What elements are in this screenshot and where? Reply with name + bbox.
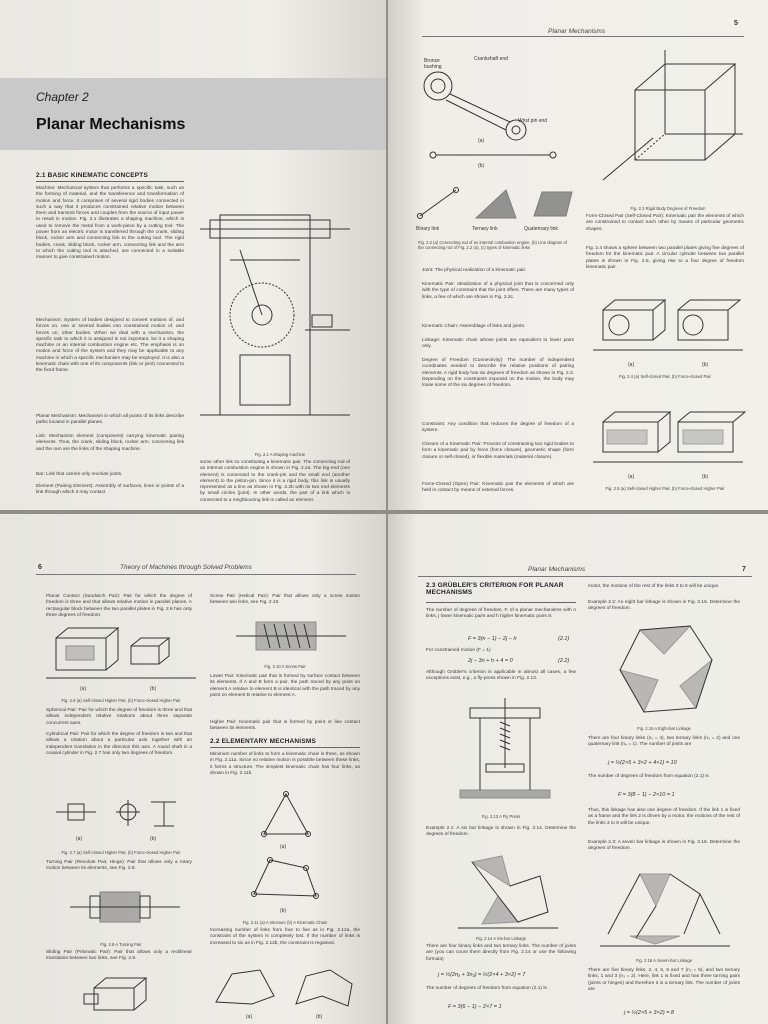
para-increasing: Increasing number of links from four to five as in Fig. 2.12a, the constraint of the system is completely lost. If the number of links is increased to six as in Fig. 2.12b, the constraint is regained. — [210, 928, 360, 946]
label-fig-2-6-b: (b) — [150, 686, 157, 692]
chapter-title: Planar Mechanisms — [36, 116, 186, 133]
label-quaternary-link: Quaternary link — [524, 226, 558, 232]
running-head: Planar Mechanisms — [528, 566, 586, 573]
five-six-link-figure — [212, 966, 362, 1010]
equation-2-2-number: (2.2) — [558, 658, 570, 664]
para-linkage: Linkage: Kinematic chain whose joints are equivalent to lower pairs only. — [422, 338, 574, 350]
section-heading-2-1: 2.1 BASIC KINEMATIC CONCEPTS — [36, 172, 149, 179]
equation-joints-2-2: j = ½(2×5 + 3×2 + 4×1) = 10 — [608, 760, 677, 766]
para-planar-mechanism: Planar Mechanism: Mechanism in which all points of its links describe paths located in parallel planes. — [36, 414, 184, 426]
fly-press-figure — [460, 698, 550, 808]
equation-joints-2-3: j = ½(2×5 + 3×2) = 8 — [624, 1010, 674, 1016]
kinematic-chain-figure — [250, 854, 320, 904]
page-number: 6 — [38, 564, 42, 571]
para-form-closed: Form-Closed Pair (Self-Closed Pair): Kinematic pair the elements of which are constrained to contact each other by means of particular geometric shapes. — [586, 214, 744, 232]
rigid-body-dof-figure — [593, 50, 743, 210]
para-higher: Higher Pair: Kinematic pair that is formed by point or line contact between its elements. — [210, 720, 360, 732]
para-kinematic-chain: Kinematic Chain: Assemblage of links and joints. — [422, 324, 526, 329]
para-constrained: For constrained motion (F = 1) — [426, 648, 491, 653]
para-example-2-1: Example 2.1: A six bar linkage is shown in Fig. 2.14. Determine the degrees of freedom. — [426, 826, 576, 838]
fig-2-11-caption: Fig. 2.11 (a) A structure (b) A Kinematic Chain — [242, 920, 328, 925]
page-number: 5 — [734, 20, 738, 27]
equation-joints-2-1: j = ½(2n₂ + 3n₃) = ½(2×4 + 3×2) = 7 — [438, 972, 526, 978]
self-closed-pair-figure — [593, 290, 743, 360]
para-cylindrical: Cylindrical Pair: Pair for which the degree of freedom is two and that allows a rotation about a particular axis together with an independent translation in the direction this axis. A round shaft in a coaxial cylinder in Fig. 2.7 has only two degrees of freedom. — [46, 732, 192, 756]
page-left-bottom — [0, 514, 386, 1024]
para-grubler: The number of degrees of freedom, F, of a planar mechanisms with n links, j lower kinematic pairs and h higher kinematic pairs is — [426, 608, 576, 620]
label-fig-2-6-a: (a) — [80, 686, 87, 692]
header-rule — [422, 36, 744, 37]
shaping-machine-figure — [200, 195, 360, 445]
para-solution-2-1b: The number of degrees of freedom from equation (2.1) is — [426, 986, 547, 991]
label-fig-2-7-b: (b) — [150, 836, 157, 842]
running-head: Theory of Machines through Solved Problems — [120, 564, 252, 571]
label-fig-2-11-b: (b) — [280, 908, 287, 914]
sliding-pair-figure — [84, 976, 164, 1016]
section-rule — [210, 747, 360, 748]
section-rule — [36, 181, 184, 182]
label-ternary-link: Ternary link — [472, 226, 498, 232]
header-rule — [418, 576, 752, 577]
label-fig-2-7-a: (a) — [76, 836, 83, 842]
para-turning: Turning Pair (Revolute Pair, Hinge): Pair that allows only a rotary motion between its elements, see Fig. 2.8. — [46, 860, 192, 872]
label-fig-a: (a) — [478, 138, 485, 144]
para-constraint: Constraint: Any condition that reduces the degree of freedom of a system. — [422, 422, 574, 434]
page-left-top — [0, 0, 386, 510]
para-elementary: Minimum number of links to form a kinematic chain is three, as shown in Fig. 2.11a. Since no relative motion is possible between these links, it forms a structure. The simplest kinematic chain has four links, as shown in Fig. 2.11b. — [210, 752, 360, 776]
para-degree-of-freedom: Degree of Freedom (Connectivity): The number of independent coordinates needed to describe the relative positions of pairing elements. A rigid body has six degrees of freedom as shown in Fig. 2.3. Depending on the constraints imposed on the motion, the body may loose some of the six degrees of freedom. — [422, 358, 574, 389]
fig-2-14-caption: Fig. 2.14 A Six-bar Linkage — [475, 936, 527, 941]
section-rule — [426, 602, 576, 603]
para-solution-2-2c: Thus, this linkage has also one degree of freedom. If the link 1 is fixed as a frame and the link 2 is driven by a motor, the motions of the rest of the links 3 to 8 will be unique. — [588, 808, 740, 826]
cylindrical-pair-figure — [46, 792, 196, 832]
header-rule — [36, 574, 356, 575]
fig-2-1-caption: Fig. 2.1 A shaping machine — [254, 452, 306, 457]
para-closure: Closure of a Kinematic Pair: Process of constraining two rigid bodies to form a kinematic pair by force (force closure), geometric shape (form closure or self-closed), or flexible materials (material closure). — [422, 442, 574, 460]
para-example-2-3: Example 2.3: A seven bar linkage is shown in Fig. 2.16. Determine the degrees of freedom. — [588, 840, 740, 852]
para-element-continued: some other link so constituting a kinematic pair. The connecting rod of an internal combustion engine is shown in Fig. 2.2a. The big-end (one element) is connected to the crank-pin and the small end (another element) to the piston-pin. Since it is a rigid body, this link is usually represented as a line as shown in Fig. 2.2b with its two end elements by small circles (joint). In other words, the part of a link which is connected to a neighbouring link is called an element. — [200, 460, 350, 503]
fig-2-15-caption: Fig. 2.15 A Eight-bar Linkage — [637, 726, 691, 731]
para-element: Element (Pairing Element): Assembly of surfaces, lines or points of a link through which it may contact — [36, 484, 184, 496]
para-link: Link: Mechanism element (component) carrying kinematic pairing elements. Thus, the crank, sliding block, rocker arm, connecting link and the ram are the links of the shaping machine. — [36, 434, 184, 452]
para-bar: Bar: Link that carries only revolute joints. — [36, 472, 123, 477]
para-machine: Machine: Mechanical system that performs a specific task, such as the forming of material, and the transference and transformation of motion and force. It comprises of several rigid bodies connected in such a way that it produces constrained relative motion between them and transmit forces and couples from the source of input power to result in motion. Fig. 2.1 illustrates a shaping machine, which is used to remove the metal from a work-piece by a cutting tool. The power from an electric motor is transferred through the crank, sliding block, rocker arm and connecting link to the cutting tool. The rigid bodies, crank, sliding block, rocker arm, connecting link and the arm to which the cutting tool is attached, are connected in a suitable manner to give constrained motion. — [36, 186, 184, 261]
running-head: Planar Mechanisms — [548, 28, 606, 35]
equation-dof-2-1: F = 3(6 − 1) − 2×7 = 1 — [448, 1004, 502, 1010]
para-screw: Screw Pair (Helical Pair): Pair that allows only a screw motion between two links, see Fig. 2.10. — [210, 594, 360, 606]
page-right-bottom — [388, 514, 768, 1024]
fig-2-10-caption: Fig. 2.10 A Screw Pair — [264, 664, 306, 669]
equation-2-1-number: (2.1) — [558, 636, 570, 642]
fig-2-2-caption: Fig. 2.2 (a) Connecting rod of an internal combustion engine, (b) Line diagram of the connecting rod of Fig. 2.2 (a), (c) types of kinematic links — [418, 240, 567, 250]
fig-2-8-caption: Fig. 2.8 A Turning Pair — [100, 942, 142, 947]
six-bar-linkage-figure — [458, 852, 558, 932]
page-number: 7 — [742, 566, 746, 573]
seven-bar-linkage-figure — [600, 864, 730, 954]
label-fig-2-5-b: (b) — [702, 474, 709, 480]
label-fig-2-11-a: (a) — [280, 844, 287, 850]
para-planar-contact: Planar Contact (Sandwich Pair): Pair for which the degree of freedom is three and that allows relative motion in parallel planes. A rectangular block between the two parallel plates in Fig. 2.6 has only three degrees of freedom. — [46, 594, 192, 618]
cylinder-pair-figure — [593, 400, 743, 470]
label-fig-2-12-b: (b) — [316, 1014, 323, 1020]
section-heading-2-3: 2.3 GRÜBLER'S CRITERION FOR PLANAR MECHANISMS — [426, 582, 564, 596]
rod-line-diagram — [428, 150, 558, 160]
para-example-2-2: Example 2.2: An eight bar linkage is shown in Fig. 2.15. Determine the degrees of freedom. — [588, 600, 740, 612]
fig-2-3-caption: Fig. 2.3 Rigid Body Degrees of Freedom — [630, 206, 706, 211]
para-sliding: Sliding Pair (Prismatic Pair): Pair that allows only a rectilinear translation between two links, see Fig. 2.9. — [46, 950, 192, 962]
chapter-label: Chapter 2 — [36, 90, 89, 104]
turning-pair-figure — [70, 882, 180, 932]
connecting-rod-figure — [418, 68, 558, 148]
page-right-top — [388, 0, 768, 510]
para-lower: Lower Pair: Kinematic pair that is formed by surface contact between its elements. If A and B form a pair, the path traced by any point on element A relative to element B is identical with the path traced by any point on element B relative to element A. — [210, 674, 360, 698]
para-col2-top: motor, the motions of the rest of the links 3 to 6 will be unique. — [588, 584, 720, 589]
fig-2-4-caption: Fig. 2.4 (a) Self-closed Pair, (b) Force-closed Pair — [619, 374, 711, 379]
para-solution-2-1: There are four binary links and two ternary links. The number of joints are (you can count them directly from Fig. 2.14 or use the following formula) — [426, 944, 576, 962]
label-fig-2-12-a: (a) — [246, 1014, 253, 1020]
label-fig-2-5-a: (a) — [628, 474, 635, 480]
fig-2-6-caption: Fig. 2.6 (a) Self-closed Higher Pair, (b) Force-closed Higher Pair — [61, 698, 181, 703]
para-solution-2-3: There are five binary links, 2, 4, 5, 6 and 7 (n₂ = 5), and two ternary links, 1 and 3 (n₃ = 2). Here, link 1 is fixed and has three turning pairs (joints or hinges) and therefore it is a ternary link. The number of joints are — [588, 968, 740, 992]
fig-2-16-caption: Fig. 2.16 A Seven-bar Linkage — [635, 958, 693, 963]
label-wrist-pin-end: Wrist pin end — [518, 118, 548, 124]
label-fig-2-4-a: (a) — [628, 362, 635, 368]
equation-dof-2-2: F = 3(8 − 1) − 2×10 = 1 — [618, 792, 675, 798]
eight-bar-linkage-figure — [610, 620, 720, 720]
fig-2-5-caption: Fig. 2.5 (a) Self-closed Higher Pair, (b) Force-closed Higher Pair — [605, 486, 725, 491]
para-fig-2-4-text: Fig. 2.4 shows a sphere between two parallel plates giving five degrees of freedom for the kinematic pair. A circular cylinder between two parallel plates is shown in Fig. 2.5, giving rise to a four degree of freedom kinematic pair. — [586, 246, 744, 270]
equation-2-2: 2j − 3n + h + 4 = 0 — [468, 658, 513, 664]
para-solution-2-2b: The number of degrees of freedom from equation (2.1) is — [588, 774, 709, 779]
para-kinematic-pair: Kinematic Pair: Idealization of a physical joint that is concerned only with the type of constraint that the joint offers. There are many types of links, a few of which are shown in Fig. 2.2c. — [422, 282, 574, 300]
fig-2-7-caption: Fig. 2.7 (a) Self-closed Higher Pair, (b) Force-closed Higher Pair — [61, 850, 181, 855]
chapter-banner — [0, 78, 386, 150]
screw-pair-figure — [236, 614, 346, 658]
label-bronze-bushing: Bronze bushing — [424, 58, 442, 70]
link-types-figure — [416, 186, 576, 222]
label-fig-b: (b) — [478, 163, 485, 169]
structure-figure — [256, 790, 316, 840]
fig-2-13-caption: Fig. 2.13 A Fly Press — [481, 814, 521, 819]
para-solution-2-2: There are four binary links (n₂ = 4), two ternary links (n₃ = 2) and one quaternary link (n₄ = 1). The number of joints are — [588, 736, 740, 748]
para-joint: Joint: The physical realization of a kinematic pair. — [422, 268, 527, 273]
label-binary-link: Binary link — [416, 226, 440, 232]
equation-2-1: F = 3(n − 1) − 2j − h — [468, 636, 517, 642]
label-crankshaft-end: Crankshaft end — [474, 56, 508, 62]
section-heading-2-2: 2.2 ELEMENTARY MECHANISMS — [210, 738, 317, 745]
para-mechanism: Mechanism: System of bodies designed to convert motions of, and forces on, one or several bodies into constrained motion of, and forces on, other bodies. When we deal with a mechanism, the specific task to which it is assigned is not important, be it a shaping machine or an internal combustion engine etc. The emphasis is on motion and force of the system and they may be applicable to any machine in which a specific mechanism may be employed. It is also a kinematic chain with one of its components (link or joint) connected to the fixed frame. — [36, 318, 184, 374]
planar-contact-figure — [46, 624, 196, 684]
label-fig-2-4-b: (b) — [702, 362, 709, 368]
para-although: Although Grübler's criterion is applicable in almost all cases, a few exceptions exist, e.g., a fly-press shown in Fig. 2.13. — [426, 670, 576, 682]
para-force-closed: Force-Closed (Open) Pair: Kinematic pair the elements of which are held in contact by means of external forces. — [422, 482, 574, 494]
para-spherical: Spherical Pair: Pair for which the degree of freedom is three and that allows independent relative rotations about three separate concurrent axes. — [46, 708, 192, 726]
